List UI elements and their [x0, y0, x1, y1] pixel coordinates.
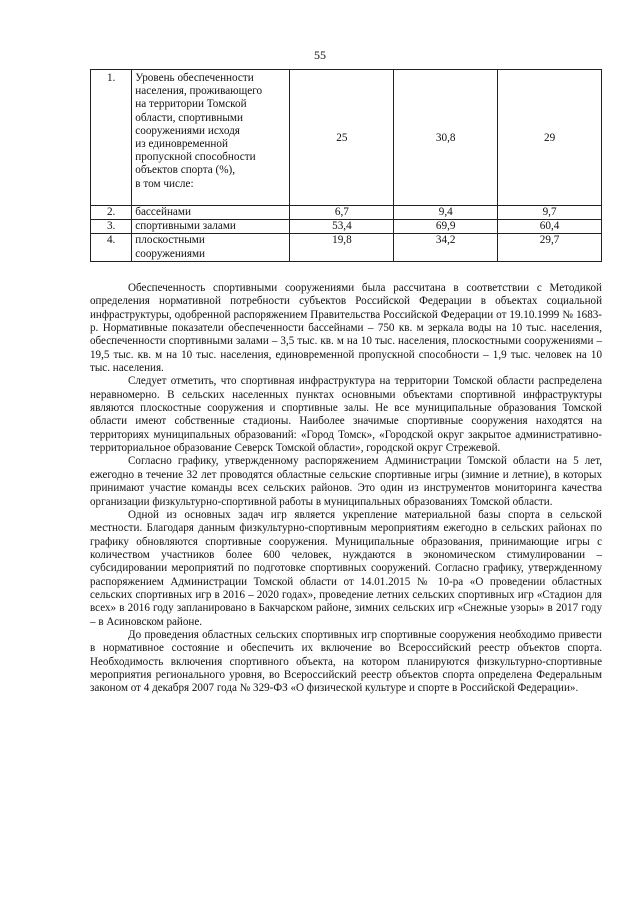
page-number: 55 [314, 48, 326, 62]
name-line: объектов спорта (%), [135, 164, 236, 177]
row-number: 4. [91, 234, 132, 261]
value-cell: 69,9 [394, 220, 498, 234]
value-cell: 60,4 [498, 220, 602, 234]
value-cell: 25 [290, 70, 394, 206]
row-name [132, 220, 290, 234]
value-cell: 9,7 [498, 206, 602, 220]
value-cell: 9,4 [394, 206, 498, 220]
row-number: 1. [91, 70, 132, 206]
name-line: населения, проживающего [135, 85, 263, 98]
value-cell: 6,7 [290, 206, 394, 220]
row-name [132, 70, 290, 206]
value-cell: 29 [498, 70, 602, 206]
paragraph: Следует отметить, что спортивная инфраструктура на территории Томской области распределена неравномерно. В сельских населенных пунктах основными объектами спортивной инфраструктуры являются плоскостные сооружения и спортивные залы. Не все муниципальные образования Томской области имеют собственные стадионы. Наиболее значимые спортивные сооружения находятся на территориях муниципальных образований: «Город Томск», «Городской округ закрытое административно-территориальное образование Северск Томской области», городской округ Стрежевой. [90, 375, 602, 455]
row-name [132, 234, 290, 261]
table-row [91, 234, 602, 261]
name-line: плоскостными [135, 234, 205, 247]
paragraph: До проведения областных сельских спортивных игр спортивные сооружения необходимо привести в нормативное состояние и обеспечить их включение во Всероссийский реестр объектов спорта. Необходимость включения спортивного объекта, на котором планируются физкультурно-спортивные мероприятия регионального уровня, во Всероссийский реестр объектов спорта определена Федеральным законом от 4 декабря 2007 года № 329-ФЗ «О физической культуре и спорте в Российской Федерации». [90, 628, 602, 695]
name-line: сооружениями исходя [135, 124, 240, 137]
name-line: Уровень обеспеченности [135, 72, 254, 84]
value-cell: 30,8 [394, 70, 498, 206]
value-cell: 53,4 [290, 220, 394, 234]
name-line: в том числе: [135, 177, 194, 190]
name-line: из единовременной [135, 138, 228, 151]
body-text [90, 282, 602, 696]
paragraph: Одной из основных задач игр является укрепление материальной базы спорта в сельской местности. Благодаря данным физкультурно-спортивным мероприятиям ежегодно в сельских районах по графику обновляются спортивные сооружения. Муниципальные образования, принимающие игры с количеством участников более 600 человек, нуждаются в экономическом стимулировании – субсидировании мероприятий по подготовке спортивных сооружений. Согласно графику, утвержденному распоряжением Администрации Томской области от 14.01.2015 № 10-ра «О проведении областных сельских спортивных игр в 2016 – 2020 годах», проведение летних сельских спортивных игр «Стадион для всех» в 2016 году запланировано в Бакчарском районе, зимних сельских игр «Снежные узоры» в 2017 году – в Асиновском районе. [90, 508, 602, 628]
name-line: области, спортивными [135, 111, 243, 124]
name-line: пропускной способности [135, 151, 256, 164]
table-row [91, 70, 602, 206]
value-cell: 29,7 [498, 234, 602, 261]
table-row [91, 220, 602, 234]
name-line: на территории Томской [135, 98, 247, 111]
paragraph: Обеспеченность спортивными сооружениями была рассчитана в соответствии с Методикой определения нормативной потребности субъектов Российской Федерации в объектах социальной инфраструктуры, одобренной распоряжением Правительства Российской Федерации от 19.10.1999 № 1683-р. Нормативные показатели обеспеченности бассейнами – 750 кв. м зеркала воды на 10 тыс. населения, обеспеченности спортивными залами – 3,5 тыс. кв. м на 10 тыс. населения, плоскостными сооружениями – 19,5 тыс. кв. м на 10 тыс. населения, единовременной пропускной способности – 1,9 тыс. человек на 10 тыс. населения. [90, 282, 602, 375]
value-cell: 34,2 [394, 234, 498, 261]
value-cell: 19,8 [290, 234, 394, 261]
table-row [91, 206, 602, 220]
row-number: 2. [91, 206, 132, 220]
row-number: 3. [91, 220, 132, 234]
paragraph: Согласно графику, утвержденному распоряжением Администрации Томской области на 5 лет, ежегодно в течение 32 лет проводятся областные сельские спортивные игры (зимние и летние), в которых принимают участие команды всех сельских районов. Это один из инструментов мониторинга качества организации физкультурно-спортивной работы в муниципальных образованиях Томской области. [90, 455, 602, 508]
row-name [132, 206, 290, 220]
name-line: сооружениями [135, 247, 206, 260]
indicator-table [90, 69, 602, 262]
name-line: спортивными залами [135, 220, 236, 233]
name-line: бассейнами [135, 206, 191, 218]
